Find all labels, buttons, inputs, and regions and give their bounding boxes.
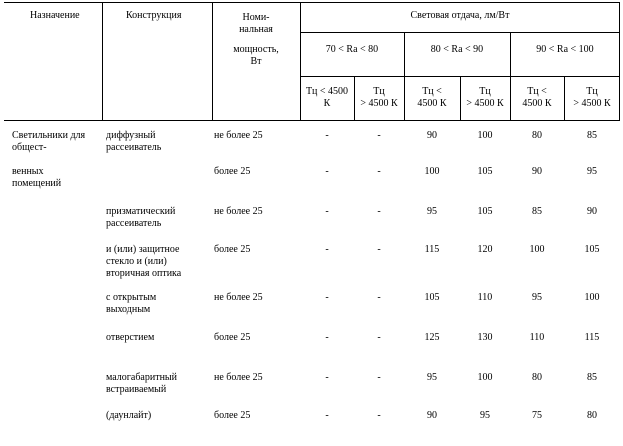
- value-cell: 100: [424, 166, 440, 177]
- power-cell: более 25: [214, 332, 251, 343]
- power-cell: более 25: [214, 166, 251, 177]
- value-cell: 90: [427, 130, 437, 141]
- value-cell: 130: [477, 332, 493, 343]
- table-top-border: [4, 2, 620, 3]
- value-cell: 100: [529, 244, 545, 255]
- value-cell: 105: [477, 166, 493, 177]
- subheader-line2: > 4500 К: [360, 98, 398, 109]
- value-cell: -: [377, 244, 381, 255]
- value-cell: -: [325, 292, 329, 303]
- value-cell: -: [325, 410, 329, 421]
- value-cell: 125: [424, 332, 440, 343]
- value-cell: 105: [477, 206, 493, 217]
- value-cell: 100: [584, 292, 600, 303]
- ra-group-label: 70 < Ra < 80: [325, 44, 379, 55]
- power-cell: более 25: [214, 244, 251, 255]
- value-cell: 85: [532, 206, 542, 217]
- efficacy-table: [4, 2, 620, 442]
- value-cell: 80: [532, 372, 542, 383]
- construction-line: с открытым: [106, 292, 157, 303]
- construction-line: встраиваемый: [106, 384, 167, 395]
- value-cell: 115: [584, 332, 600, 343]
- subheader-line2: > 4500 К: [466, 98, 504, 109]
- purpose-line: венных: [12, 166, 44, 177]
- power-cell: не более 25: [214, 292, 263, 303]
- construction-line: диффузный: [106, 130, 156, 141]
- value-cell: -: [325, 130, 329, 141]
- construction-line: рассеиватель: [106, 218, 162, 229]
- ra-group-rule: [300, 32, 620, 33]
- value-cell: 120: [477, 244, 493, 255]
- power-cell: более 25: [214, 410, 251, 421]
- header-power-3: мощность,: [233, 44, 279, 55]
- construction-line: и (или) защитное: [106, 244, 180, 255]
- subheader-line1: Тц: [479, 86, 491, 97]
- value-cell: 90: [532, 166, 542, 177]
- value-cell: -: [325, 372, 329, 383]
- header-power-4: Вт: [250, 56, 262, 67]
- value-cell: -: [325, 244, 329, 255]
- value-cell: 95: [427, 372, 437, 383]
- value-cell: -: [325, 166, 329, 177]
- value-cell: 110: [477, 292, 493, 303]
- divider-purpose: [102, 2, 103, 120]
- subheader-line2: > 4500 К: [573, 98, 611, 109]
- power-cell: не более 25: [214, 206, 263, 217]
- value-cell: 90: [427, 410, 437, 421]
- value-cell: -: [325, 206, 329, 217]
- construction-line: рассеиватель: [106, 142, 162, 153]
- purpose-line: помещений: [12, 178, 62, 189]
- ra-group-label: 90 < Ra < 100: [536, 44, 594, 55]
- value-cell: 80: [532, 130, 542, 141]
- subheader-line2: К: [323, 98, 331, 109]
- value-cell: -: [377, 206, 381, 217]
- construction-line: стекло и (или): [106, 256, 167, 267]
- value-cell: 80: [587, 410, 597, 421]
- value-cell: -: [325, 332, 329, 343]
- value-cell: -: [377, 166, 381, 177]
- subheader-line1: Тц <: [527, 86, 547, 97]
- purpose-line: общест-: [12, 142, 47, 153]
- value-cell: -: [377, 292, 381, 303]
- ra-group-label: 80 < Ra < 90: [430, 44, 484, 55]
- subheader-line1: Тц < 4500: [305, 86, 349, 97]
- header-power-1: Номи-: [242, 12, 270, 23]
- header-construction: Конструкция: [126, 10, 182, 21]
- value-cell: -: [377, 332, 381, 343]
- construction-line: малогабаритный: [106, 372, 177, 383]
- value-cell: 115: [424, 244, 440, 255]
- value-cell: 110: [529, 332, 545, 343]
- header-purpose: Назначение: [30, 10, 80, 21]
- subheader-line2: 4500 К: [522, 98, 552, 109]
- power-cell: не более 25: [214, 130, 263, 141]
- construction-line: отверстием: [106, 332, 155, 343]
- construction-line: (даунлайт): [106, 410, 152, 421]
- value-cell: 90: [587, 206, 597, 217]
- value-cell: -: [377, 130, 381, 141]
- header-efficacy: Световая отдача, лм/Вт: [410, 10, 510, 21]
- value-cell: 95: [427, 206, 437, 217]
- power-cell: не более 25: [214, 372, 263, 383]
- value-cell: 100: [477, 130, 493, 141]
- value-cell: 95: [587, 166, 597, 177]
- subheader-line1: Тц <: [422, 86, 442, 97]
- value-cell: 105: [424, 292, 440, 303]
- value-cell: 85: [587, 372, 597, 383]
- header-power-2: нальная: [239, 24, 273, 35]
- construction-line: вторичная оптика: [106, 268, 182, 279]
- value-cell: 105: [584, 244, 600, 255]
- subheader-line1: Тц: [586, 86, 598, 97]
- construction-line: призматический: [106, 206, 176, 217]
- header-bottom-border: [4, 120, 620, 121]
- value-cell: -: [377, 372, 381, 383]
- value-cell: -: [377, 410, 381, 421]
- value-cell: 100: [477, 372, 493, 383]
- construction-line: выходным: [106, 304, 151, 315]
- value-cell: 85: [587, 130, 597, 141]
- value-cell: 75: [532, 410, 542, 421]
- subheader-line2: 4500 К: [417, 98, 447, 109]
- subheader-line1: Тц: [373, 86, 385, 97]
- purpose-line: Светильники для: [12, 130, 86, 141]
- value-cell: 95: [480, 410, 490, 421]
- value-cell: 95: [532, 292, 542, 303]
